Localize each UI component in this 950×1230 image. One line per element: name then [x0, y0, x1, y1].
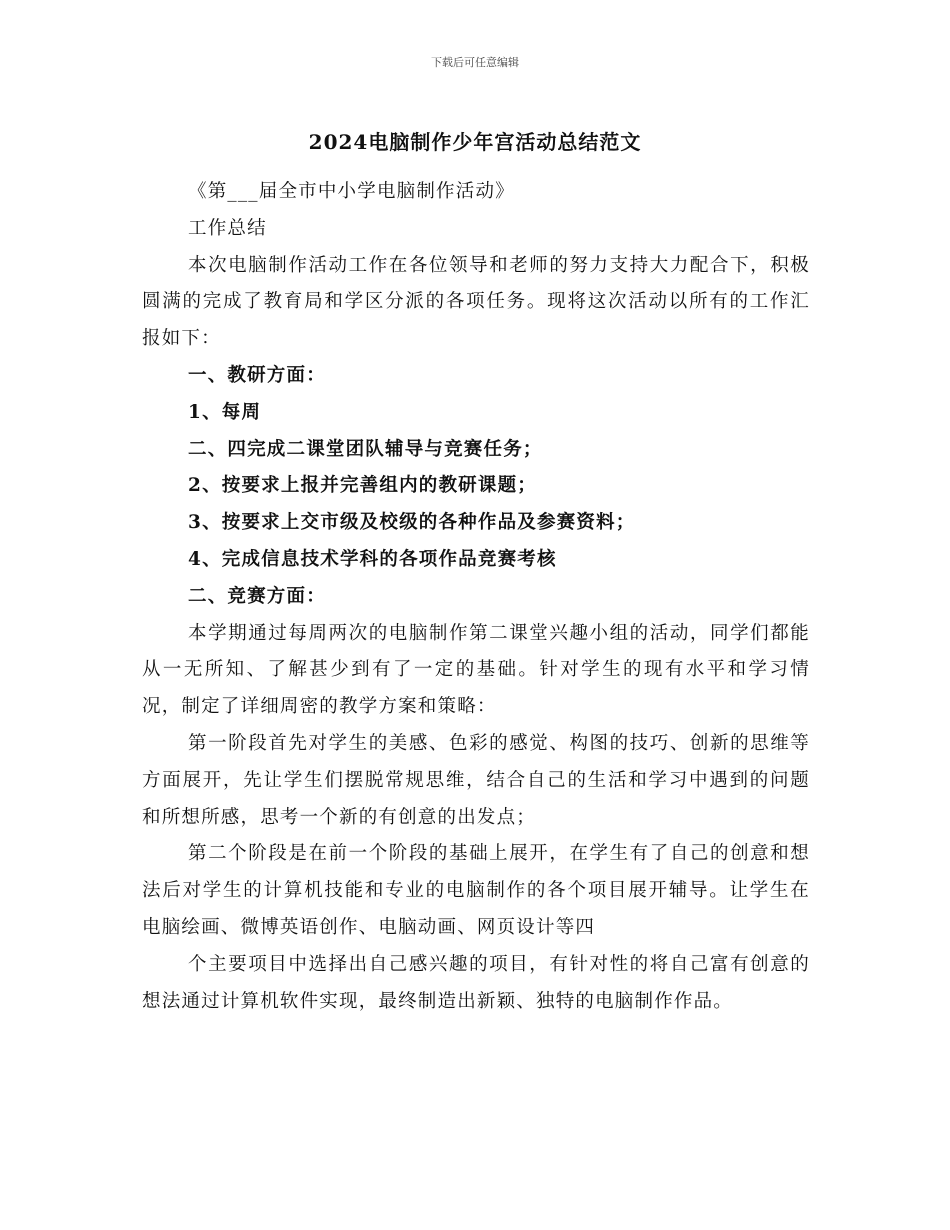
list-item: 4、完成信息技术学科的各项作品竞赛考核 — [188, 548, 557, 570]
list-item: 3、按要求上交市级及校级的各种作品及参赛资料； — [188, 512, 636, 534]
section-heading: 二、竞赛方面： — [188, 585, 326, 607]
paragraph: 第二个阶段是在前一个阶段的基础上展开，在学生有了自己的创意和想法后对学生的计算机技能和专业的电脑制作的各个项目展开辅导。让学生在电脑绘画、微博英语创作、电脑动画、网页设计等四 — [142, 843, 810, 938]
list-item: 二、四完成二课堂团队辅导与竞赛任务； — [188, 438, 543, 460]
paragraph: 第一阶段首先对学生的美感、色彩的感觉、构图的技巧、创新的思维等方面展开，先让学生们摆脱常规思维，结合自己的生活和学习中遇到的问题和所想所感，思考一个新的有创意的出发点； — [142, 732, 810, 828]
paragraph: 《第___届全市中小学电脑制作活动》 — [188, 181, 515, 202]
page-header-note: 下载后可任意编辑 — [431, 56, 519, 69]
paragraph: 本学期通过每周两次的电脑制作第二课堂兴趣小组的活动，同学们都能从一无所知、了解甚少到有了一定的基础。针对学生的现有水平和学习情况，制定了详细周密的教学方案和策略： — [142, 622, 810, 718]
paragraph: 本次电脑制作活动工作在各位领导和老师的努力支持大力配合下，积极圆满的完成了教育局和学区分派的各项任务。现将这次活动以所有的工作汇报如下： — [142, 254, 810, 350]
paragraph: 工作总结 — [188, 217, 267, 239]
section-heading: 一、教研方面： — [188, 364, 326, 386]
document-title: 2024电脑制作少年宫活动总结范文 — [308, 130, 642, 154]
paragraph: 个主要项目中选择出自己感兴趣的项目，有针对性的将自己富有创意的想法通过计算机软件实现，最终制造出新颖、独特的电脑制作作品。 — [142, 953, 810, 1012]
document-body — [142, 174, 810, 1020]
list-item: 2、按要求上报并完善组内的教研课题； — [188, 475, 537, 497]
list-item: 1、每周 — [188, 401, 262, 423]
